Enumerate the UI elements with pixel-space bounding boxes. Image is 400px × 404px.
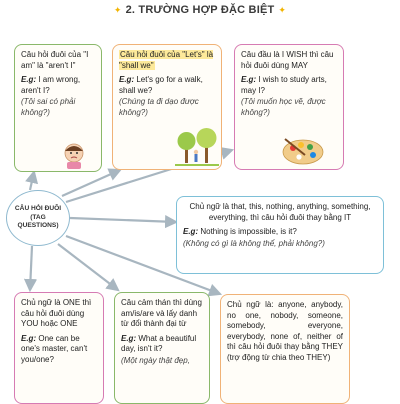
tag-questions-center (6, 190, 70, 246)
rule-text: Câu hỏi đuôi của "I am" là "aren't I" (21, 50, 89, 70)
center-label-line: (TAG (30, 213, 46, 221)
example-text: Nothing is impossible, is it? (200, 227, 297, 237)
sparkle-icon: ✦ (113, 5, 122, 15)
rule-text: Câu cảm thán thì dùng am/is/are và lấy danh từ đổi thành đại từ (121, 298, 202, 329)
arrow-to-box-5 (30, 246, 32, 290)
example (235, 73, 343, 96)
arrow-to-box-1 (30, 172, 34, 190)
example-text: Let's go for a walk, shall we? (119, 75, 203, 95)
rule-text (113, 45, 221, 73)
translation: (Chúng ta đi dạo được không?) (119, 97, 199, 117)
translation: (Một ngày thật đẹp, (121, 355, 190, 365)
trees-walk-icon (175, 125, 219, 167)
rule-text: Câu đầu là I WISH thì câu hỏi đuôi dùng MAY (241, 50, 334, 70)
rule-box-i-wish (234, 44, 344, 170)
example (15, 332, 103, 366)
rule-text: Chủ ngữ là ONE thì câu hỏi đuôi dùng YOU hoặc ONE (21, 298, 92, 329)
center-label-line: CÂU HỎI ĐUÔI (14, 205, 62, 213)
example-label: E.g: (119, 75, 135, 85)
center-label-line: QUESTIONS) (17, 222, 59, 230)
arrow-to-box-2 (62, 170, 120, 196)
example (115, 332, 209, 355)
arrow-to-box-4 (70, 218, 176, 222)
crying-child-icon (59, 141, 89, 169)
example-text: One can be one's master, can't you/one? (21, 333, 88, 364)
rule-box-exclamation (114, 292, 210, 404)
rule-text-highlight: Câu hỏi đuôi của "Let's" là "shall we" (119, 50, 214, 70)
sparkle-icon: ✦ (278, 5, 287, 15)
example-text: I am wrong, aren't I? (21, 75, 81, 95)
example-label: E.g: (21, 75, 37, 85)
example-label: E.g: (21, 333, 37, 343)
rule-box-i-am (14, 44, 102, 172)
rule-box-that-this-nothing (176, 196, 384, 274)
rule-box-lets (112, 44, 222, 170)
example-label: E.g: (241, 75, 257, 85)
rule-box-one (14, 292, 104, 404)
example-text: I wish to study arts, may I? (241, 75, 327, 95)
example-text: What a beautiful day, isn't it? (121, 333, 197, 354)
rule-text: Chủ ngữ là that, this, nothing, anything, something, everything, thì câu hỏi đuôi thay bằng IT (189, 202, 371, 222)
example-label: E.g: (121, 333, 137, 343)
translation: (Tôi muốn học vẽ, được không?) (241, 97, 326, 117)
arrow-to-box-6 (58, 244, 118, 290)
example (113, 73, 221, 96)
paint-palette-icon (279, 135, 327, 167)
example (15, 73, 101, 96)
example (177, 225, 383, 238)
translation: (Tôi sai có phải không?) (21, 97, 76, 117)
rule-text: Chủ ngữ là: anyone, anybody, no one, nobody, someone, somebody, everyone, everybody, none of, neither of thì câu hỏi đuôi thay bằng THEY (trợ động từ chia theo THEY) (227, 300, 343, 362)
section-title-text: 2. TRƯỜNG HỢP ĐẶC BIỆT (125, 4, 275, 16)
rule-box-indefinite-pronouns (220, 294, 350, 404)
translation: (Không có gì là không thể, phải không?) (183, 238, 325, 248)
example-label: E.g: (183, 227, 199, 237)
